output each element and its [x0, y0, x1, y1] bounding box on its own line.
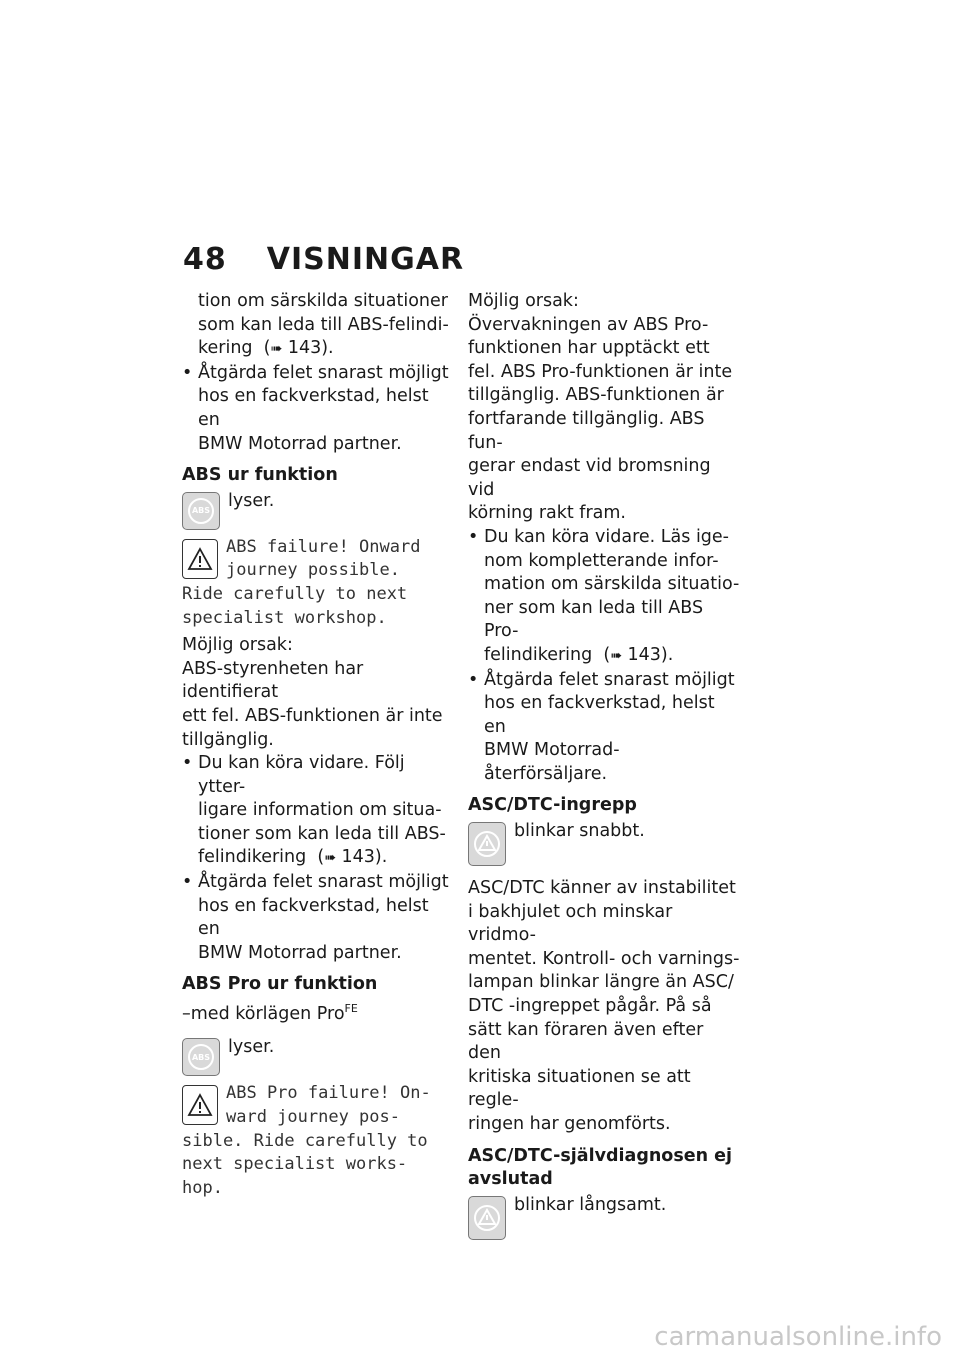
section-heading: ASC/DTC-självdiagnosen ej avslutad	[468, 1145, 733, 1190]
page-number: 48	[183, 242, 227, 277]
cause-text: Övervakningen av ABS Pro- funktionen har upptäckt ett fel. ABS Pro-funktionen är inte tillgänglig. ABS-funktionen är fortfarande tillgänglig. ABS fun- gerar endast vid bromsning vid körning rakt fram.	[468, 314, 733, 524]
traction-control-light-icon	[468, 1196, 506, 1240]
watermark: carmanualsonline.info	[654, 1322, 942, 1352]
page-ref[interactable]: 143).	[627, 644, 674, 665]
list-item: • Du kan köra vidare. Följ ytter- ligare information om situa- tioner som kan leda till ABS- felindikering (➠ 143).	[182, 752, 452, 871]
section-subheading: –med körlägen Pro$^{FE}$	[182, 1002, 358, 1024]
right-column	[468, 290, 740, 1244]
page-title: VISNINGAR	[266, 242, 465, 277]
section-heading: ABS ur funktion	[182, 465, 338, 486]
page-ref-arrow-icon: ➠	[324, 850, 336, 867]
cause-label: Möjlig orsak:	[468, 291, 579, 311]
diag-indicator-row: blinkar långsamt.	[468, 1194, 740, 1244]
asc-description: ASC/DTC känner av instabilitet i bakhjulet och minskar vridmo- mentet. Kontroll- och varnings- lampan blinkar längre än ASC/ DTC -ingreppet pågår. På så sätt kan föraren även efter den kritiska situationen se att regle- ringen har genomförts.	[468, 878, 740, 1134]
warning-triangle-icon	[182, 539, 218, 579]
abs-warning-light-icon: ABS	[182, 492, 220, 530]
abs-pro-indicator-row: ABS lyser.	[182, 1036, 452, 1076]
continued-bullet: tion om särskilda situationer som kan leda till ABS-felindi- kering (➠ 143).	[182, 290, 452, 362]
section-heading: ABS Pro ur funktion	[182, 974, 378, 995]
abs-indicator-row: ABS lyser.	[182, 490, 452, 530]
warning-triangle-icon	[182, 1085, 218, 1125]
left-column	[182, 290, 452, 1200]
section-heading: ASC/DTC-ingrepp	[468, 795, 637, 816]
abs-warning-light-icon: ABS	[182, 1038, 220, 1076]
page-header	[183, 242, 464, 277]
page-ref-arrow-icon: ➠	[610, 647, 622, 664]
cause-label: Möjlig orsak:	[182, 635, 293, 656]
list-item: • Åtgärda felet snarast möjligt hos en fackverkstad, helst en BMW Motorrad partner.	[182, 871, 452, 965]
asc-indicator-row: blinkar snabbt.	[468, 820, 740, 870]
page-ref[interactable]: 143).	[287, 338, 334, 359]
list-item: • Åtgärda felet snarast möjligt hos en fackverkstad, helst en BMW Motorrad partner.	[182, 362, 452, 456]
page-ref-arrow-icon: ➠	[270, 341, 283, 358]
display-message: ABS Pro failure! On- ward journey pos- sible. Ride carefully to next specialist works- hop.	[182, 1083, 431, 1198]
traction-control-light-icon	[468, 822, 506, 866]
display-message: ABS failure! Onward journey possible. Ride carefully to next specialist workshop.	[182, 536, 421, 628]
list-item: • Du kan köra vidare. Läs ige- nom kompletterande infor- mation om särskilda situatio- ner som kan leda till ABS Pro- felindikering (➠ 143).	[468, 526, 740, 669]
list-item: • Åtgärda felet snarast möjligt hos en fackverkstad, helst en BMW Motorrad-återförsäljare.	[468, 669, 740, 787]
page-ref[interactable]: 143).	[341, 847, 388, 868]
cause-text: ABS-styrenheten har identifierat ett fel. ABS-funktionen är inte tillgänglig.	[182, 658, 443, 750]
